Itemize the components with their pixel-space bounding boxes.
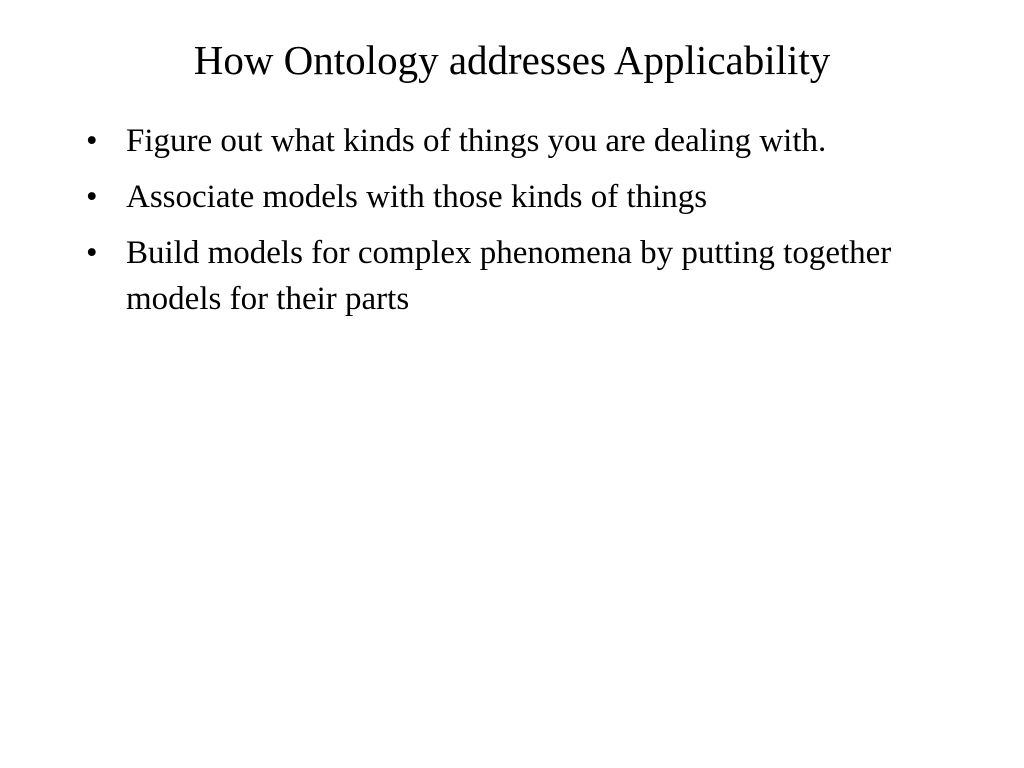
bullet-text: Figure out what kinds of things you are dealing with. xyxy=(126,123,827,159)
bullet-marker: • xyxy=(86,179,98,215)
bullet-list xyxy=(86,118,936,332)
bullet-marker: • xyxy=(86,123,98,159)
slide-title: How Ontology addresses Applicability xyxy=(193,37,831,83)
bullet-item xyxy=(86,118,936,164)
bullet-text: Associate models with those kinds of things xyxy=(126,179,708,215)
bullet-marker: • xyxy=(86,235,98,271)
bullet-text: Build models for complex phenomena by putting together models for their parts xyxy=(126,235,892,317)
bullet-item xyxy=(86,174,936,220)
bullet-item xyxy=(86,230,936,322)
